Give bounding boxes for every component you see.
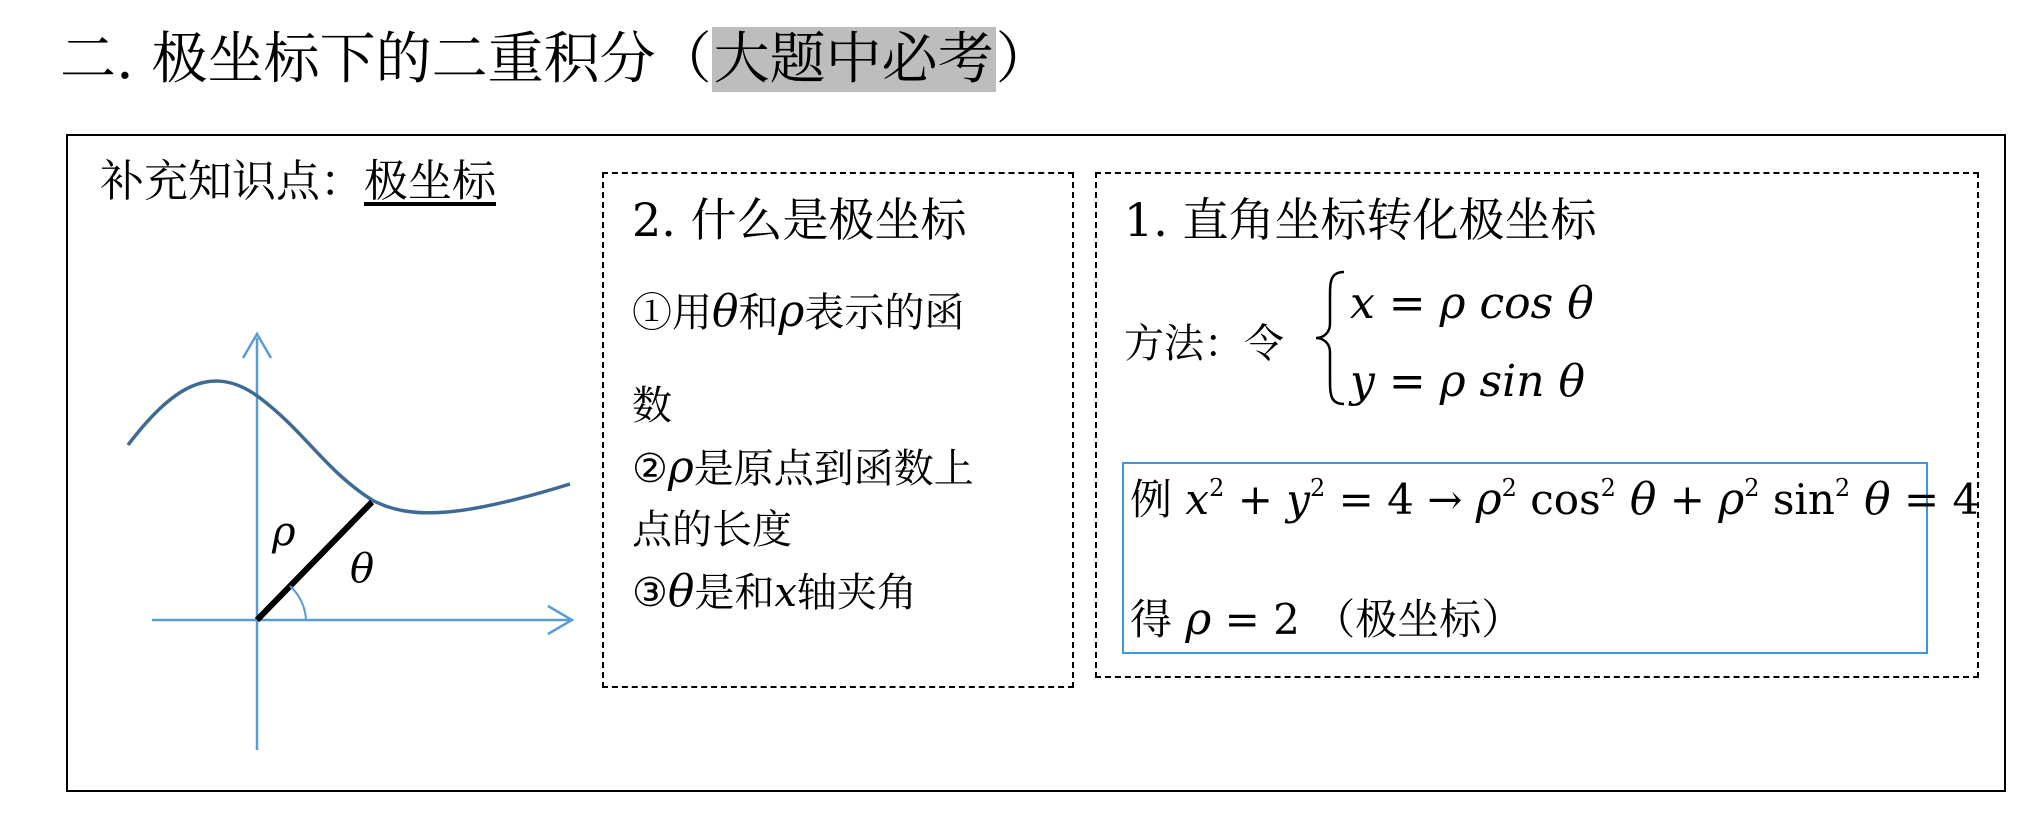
- example-result: 得 ρ = 2 （极坐标）: [1130, 594, 1524, 645]
- what-is-item-1-cont: 数: [632, 383, 672, 429]
- what-is-heading: 2. 什么是极坐标: [632, 193, 967, 247]
- method-label: 方法：令: [1124, 321, 1284, 367]
- equation-y: y = ρ sin θ: [1350, 356, 1586, 407]
- supplement-heading: [100, 152, 496, 212]
- left-brace: [1310, 268, 1350, 408]
- page-title: [60, 20, 1052, 100]
- title-highlight: 大题中必考: [713, 27, 994, 92]
- title-prefix: 二. 极坐标下的二重积分（: [60, 27, 712, 92]
- supplement-label: 补充知识点：: [100, 156, 364, 207]
- what-is-item-2-cont: 点的长度: [632, 507, 792, 553]
- convert-heading: 1. 直角坐标转化极坐标: [1124, 193, 1597, 247]
- what-is-item-1: ①用θ和ρ表示的函: [632, 286, 965, 337]
- equation-x: x = ρ cos θ: [1350, 278, 1594, 329]
- title-suffix: ）: [995, 27, 1052, 92]
- example-equation: 例 $x^2 + y^2 = 4 \to \rho^2$ $\cos^2 \theta + \rho^2$ $\sin^2 \theta = 4$: [1130, 474, 1980, 525]
- supplement-topic: 极坐标: [364, 156, 496, 207]
- theta-label: θ: [350, 546, 375, 592]
- x-axis: [152, 606, 572, 634]
- what-is-item-2: ②ρ是原点到函数上: [632, 442, 974, 493]
- function-curve: [128, 381, 570, 513]
- angle-arc: [290, 586, 306, 620]
- what-is-item-3: ③θ是和x轴夹角: [632, 566, 917, 617]
- polar-diagram: [110, 320, 590, 760]
- rho-label: ρ: [272, 509, 296, 555]
